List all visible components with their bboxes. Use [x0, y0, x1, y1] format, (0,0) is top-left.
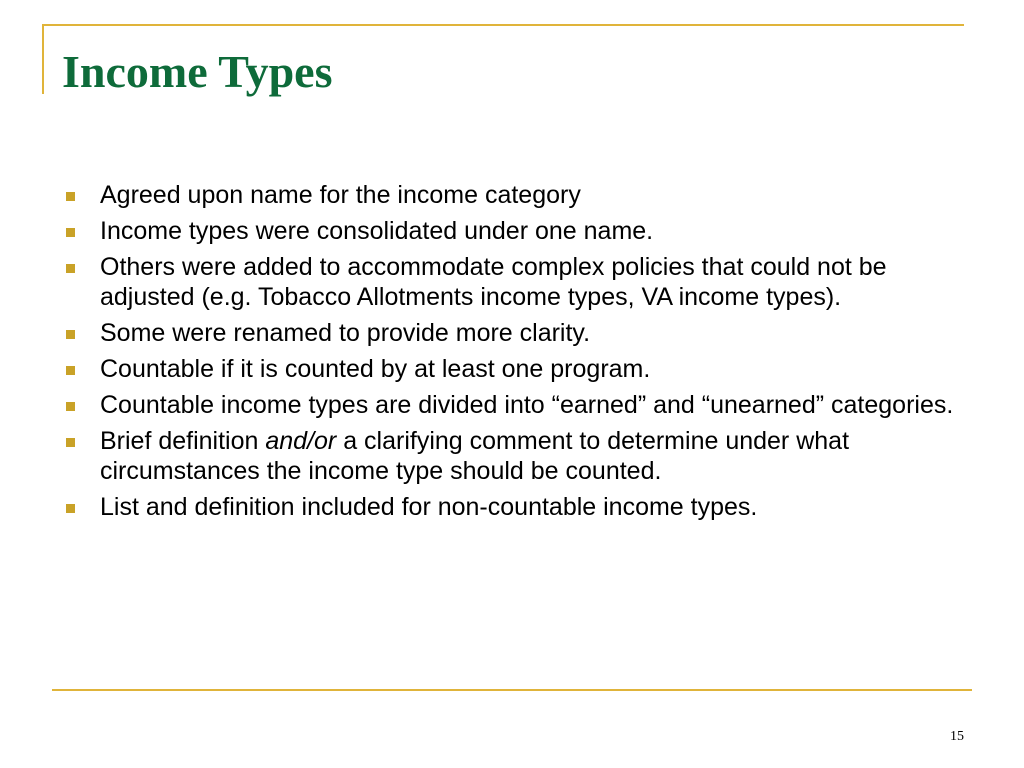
square-bullet-icon [66, 402, 75, 411]
bullet-item [64, 180, 964, 210]
square-bullet-icon [66, 192, 75, 201]
slide-title: Income Types [62, 46, 333, 97]
square-bullet-icon [66, 504, 75, 513]
bullet-emphasis: and/or [265, 427, 337, 455]
bullet-text: Agreed upon name for the income category [100, 181, 581, 209]
bullet-item [64, 426, 964, 486]
square-bullet-icon [66, 264, 75, 273]
bullet-item [64, 354, 964, 384]
bullet-text: Countable if it is counted by at least one program. [100, 355, 651, 383]
bullet-text: List and definition included for non-countable income types. [100, 493, 758, 521]
title-frame-left-line [42, 24, 44, 94]
title-frame-top-line [42, 24, 964, 26]
page-number: 15 [950, 729, 964, 744]
footer-divider-line [52, 689, 972, 691]
bullet-text: Income types were consolidated under one name. [100, 217, 654, 245]
square-bullet-icon [66, 438, 75, 447]
bullet-text [100, 427, 849, 485]
bullet-item [64, 390, 964, 420]
square-bullet-icon [66, 228, 75, 237]
bullet-item [64, 492, 964, 522]
bullet-text: Countable income types are divided into “earned” and “unearned” categories. [100, 391, 954, 419]
bullet-text-before: Brief definition [100, 427, 266, 455]
square-bullet-icon [66, 366, 75, 375]
bullet-text: Some were renamed to provide more clarity. [100, 319, 591, 347]
bullet-list [64, 180, 964, 528]
bullet-item [64, 318, 964, 348]
bullet-item [64, 252, 964, 312]
bullet-text: Others were added to accommodate complex policies that could not be adjusted (e.g. Tobacco Allotments income types, VA income types). [100, 253, 887, 311]
bullet-text-after: a clarifying comment to determine under what circumstances the income type should be counted. [100, 427, 850, 485]
bullet-item [64, 216, 964, 246]
square-bullet-icon [66, 330, 75, 339]
